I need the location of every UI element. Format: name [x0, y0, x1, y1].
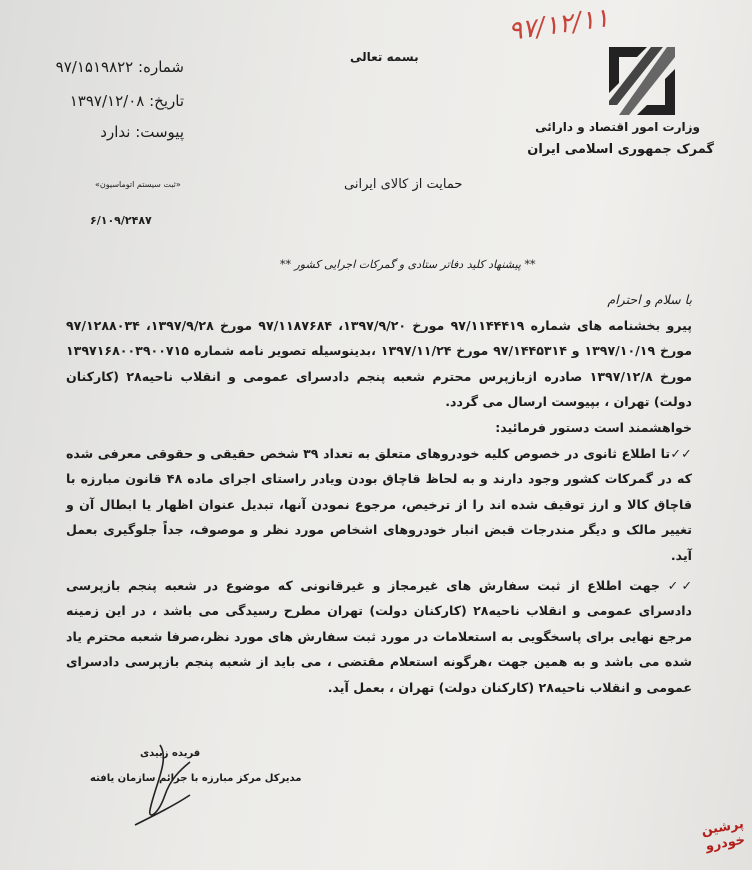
registry-code: ۶/۱۰۹/۲۴۸۷ [90, 214, 152, 227]
directive-item-2: ✓✓ جهت اطلاع از ثبت سفارش های غیرمجاز و غیرقانونی که موضوع در شعبه پنجم بازپرسی دادسرای عمومی و انقلاب ناحیه۲۸ (کارکنان دولت) تهران مطرح رسیدگی می باشد ، در این زمینه مرجع نهایی برای پاسخگویی به استعلامات در مورد ثبت سفارش های مورد نظر،صرفا شعبه محترم یاد شده می باشد و به همین جهت ،هرگونه استعلام مقتضی ، می باید از شعبه پنجم بازپرسی دادسرای عمومی و انقلاب ناحیه۲۸ (کارکنان دولت) تهران ، بعمل آید. [66, 577, 692, 695]
ministry-name: وزارت امور اقتصاد و دارائی [535, 120, 700, 134]
signature-scribble [130, 740, 210, 834]
watermark-logo: پرشین خودرو [700, 816, 747, 855]
signatory-name: فریده زبیدی [140, 748, 201, 759]
letter-attachment [100, 123, 184, 141]
attachment-label: پیوست: [135, 123, 184, 141]
number-label: شماره: [138, 58, 184, 76]
number-value: ۹۷/۱۵۱۹۸۲۲ [55, 58, 134, 76]
directive-item-1: ✓✓تا اطلاع ثانوی در خصوص کلیه خودروهای متعلق به تعداد ۳۹ شخص حقیقی و حقوقی معرفی شده که در گمرکات کشور وجود دارند و به لحاظ قاچاق بودن ویادر راستای اجرای ماده ۴۸ قانون مبارزه با قاچاق کالا و ارز توقیف شده اند را از ترخیص، مرجوع نمودن آنها، تبدیل عنوان اظهار یا ابطال آن و تغییر مالک و دیگر مندرجات قبض انبار خودروهای اشخاص مورد نظر و موصوف، جداً جلوگیری بعمل آید. [66, 445, 693, 563]
salutation: با سلام و احترام [607, 292, 692, 307]
signatory-title: مدیرکل مرکز مبارزه با جرائم سازمان یافته [90, 773, 302, 784]
organization-name: گمرک جمهوری اسلامی ایران [527, 142, 714, 157]
handwritten-subtitle: ** پیشنهاد کلید دفاتر ستادی و گمرکات اجرایی کشور ** [280, 258, 536, 271]
request-line: خواهشمند است دستور فرمائید: [495, 419, 692, 435]
letter-date [70, 92, 184, 110]
customs-logo [607, 45, 677, 117]
date-label: تاریخ: [149, 92, 184, 110]
attachment-value: ندارد [100, 123, 131, 141]
letter-body [66, 287, 692, 701]
date-value: ۱۳۹۷/۱۲/۰۸ [69, 92, 145, 110]
registry-note: «ثبت سیستم اتوماسیون» [95, 180, 181, 189]
slogan: حمایت از کالای ایرانی [344, 177, 463, 192]
bismillah: بسمه تعالی [350, 50, 419, 64]
letter-number [56, 58, 184, 76]
paragraph-reference: پیرو بخشنامه های شماره ۹۷/۱۱۴۴۴۱۹ مورخ ۱۳۹۷/۹/۲۰، ۹۷/۱۱۸۷۶۸۴ مورخ ۱۳۹۷/۹/۲۸، ۹۷/۱۲۸۸۰۳۴ مورخ ۱۳۹۷/۱۰/۱۹ و ۹۷/۱۴۴۵۳۱۴ مورخ ۱۳۹۷/۱۱/۲۴ ،بدینوسیله تصویر نامه شماره ۱۳۹۷۱۶۸۰۰۳۹۰۰۷۱۵ مورخ ۱۳۹۷/۱۲/۸ صادره ازبازپرس محترم شعبه پنجم دادسرای عمومی و انقلاب ناحیه۲۸ (کارکنان دولت) تهران ، بپیوست ارسال می گردد. [66, 317, 692, 410]
handwritten-date: ۹۷/۱۲/۱۱ [506, 3, 611, 47]
